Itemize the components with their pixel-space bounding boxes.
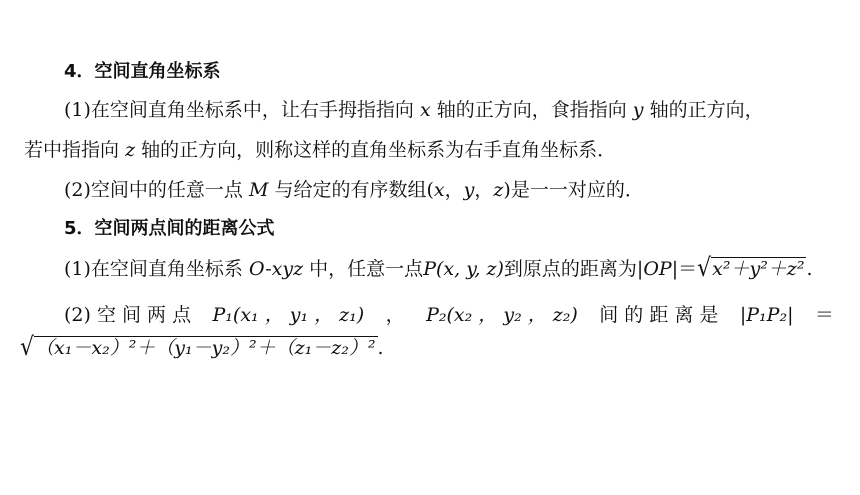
text: )是一一对应的．: [503, 179, 644, 201]
section-4-para-1-line-1: [64, 98, 764, 122]
text: 与给定的有序数组(: [274, 179, 434, 201]
sqrt-expression: [20, 333, 378, 362]
text: ，: [474, 179, 494, 201]
text: 间 的 距 离 是: [599, 304, 719, 326]
period: .: [377, 337, 384, 359]
text: 轴的正方向，: [649, 99, 764, 121]
var-y: y: [632, 99, 644, 121]
text: (2)空间中的任意一点: [64, 179, 243, 201]
point-coords: (x, y, z): [435, 258, 504, 280]
segment-OP: OP: [643, 258, 672, 280]
coordinate-system: O-xyz: [248, 258, 304, 280]
point-P: P: [423, 258, 436, 280]
text: 到原点的距离为|: [503, 258, 644, 280]
section-5-formula-2-line-1: [64, 303, 834, 327]
distance-P1P2: |P₁P₂|: [739, 304, 794, 326]
text: 若中指指向: [24, 139, 120, 161]
var-z: z: [493, 179, 504, 201]
text: (1)在空间直角坐标系: [64, 258, 243, 280]
var-x: x: [419, 99, 431, 121]
radical-sign: √: [697, 254, 712, 283]
text: 轴的正方向，食指指向: [436, 99, 627, 121]
point-P1: P₁(x₁ ， y₁ ， z₁): [212, 304, 365, 326]
text: |＝: [671, 258, 698, 280]
section-4-para-2: [64, 178, 644, 202]
period: .: [806, 258, 813, 280]
point-P2: P₂(x₂ ， y₂ ， z₂): [426, 304, 578, 326]
text: (2) 空 间 两 点: [64, 304, 192, 326]
equals: ＝: [814, 304, 834, 326]
sqrt-expression: [697, 254, 806, 283]
section-5-formula-1: [64, 254, 813, 283]
radical-sign: √: [20, 333, 35, 362]
var-x: x: [433, 179, 445, 201]
separator: ，: [385, 304, 405, 326]
section-4-heading: 4．空间直角坐标系: [64, 61, 221, 82]
radicand: x²＋y²＋z²: [712, 258, 805, 280]
radicand: （x₁－x₂）²＋（y₁－y₂）²＋（z₁－z₂）²: [35, 337, 376, 359]
section-5-formula-2-line-2: [20, 333, 384, 362]
section-4-para-1-line-2: [24, 138, 616, 162]
var-M: M: [248, 179, 269, 201]
text: 轴的正方向，则称这样的直角坐标系为右手直角坐标系．: [141, 139, 617, 161]
var-z: z: [125, 139, 136, 161]
text: (1)在空间直角坐标系中，让右手拇指指向: [64, 99, 414, 121]
var-y: y: [463, 179, 475, 201]
section-5-heading: 5．空间两点间的距离公式: [64, 218, 275, 239]
text: ，: [444, 179, 464, 201]
text: 中，任意一点: [309, 258, 424, 280]
